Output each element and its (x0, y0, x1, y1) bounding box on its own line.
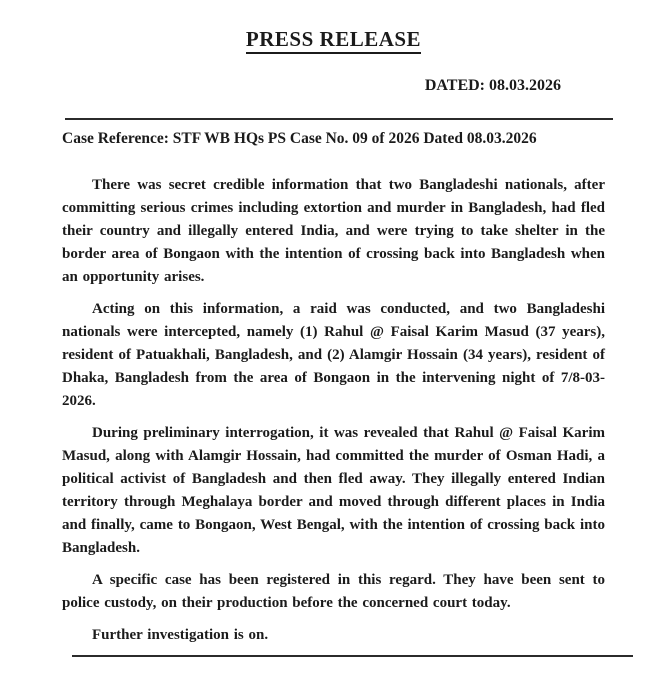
case-reference: Case Reference: STF WB HQs PS Case No. 09 of 2026 Dated 08.03.2026 (62, 130, 537, 147)
page-title (62, 26, 605, 52)
page-title-text: PRESS RELEASE (246, 27, 421, 54)
paragraph-raid-interception: Acting on this information, a raid was conducted, and two Bangladeshi nationals were intercepted, namely (1) Rahul @ Faisal Karim Masud (37 years), resident of Patuakhali, Bangladesh, and (2) Alamgir Hossain (34 years), resident of Dhaka, Bangladesh from the area of Bongaon in the intervening night of 7/8-03-2026. (62, 301, 605, 409)
paragraph-further-investigation: Further investigation is on. (92, 627, 269, 643)
paragraph-secret-information: There was secret credible information that two Bangladeshi nationals, after committing serious crimes including extortion and murder in Bangladesh, had fled their country and illegally entered India, and were trying to take shelter in the border area of Bongaon with the intention of crossing back into Bangladesh when an opportunity arises. (62, 177, 605, 285)
paragraph-case-registered: A specific case has been registered in this regard. They have been sent to police custody, on their production before the concerned court today. (62, 572, 605, 611)
paragraph-interrogation: During preliminary interrogation, it was revealed that Rahul @ Faisal Karim Masud, along with Alamgir Hossain, had committed the murder of Osman Hadi, a political activist of Bangladesh and then fled away. They illegally entered Indian territory through Meghalaya border and moved through different places in India and finally, came to Bongaon, West Bengal, with the intention of crossing back into Bangladesh. (62, 425, 605, 556)
bottom-divider (72, 655, 633, 657)
date-line: DATED: 08.03.2026 (424, 77, 561, 94)
document-body (62, 174, 605, 647)
top-divider (65, 118, 613, 120)
